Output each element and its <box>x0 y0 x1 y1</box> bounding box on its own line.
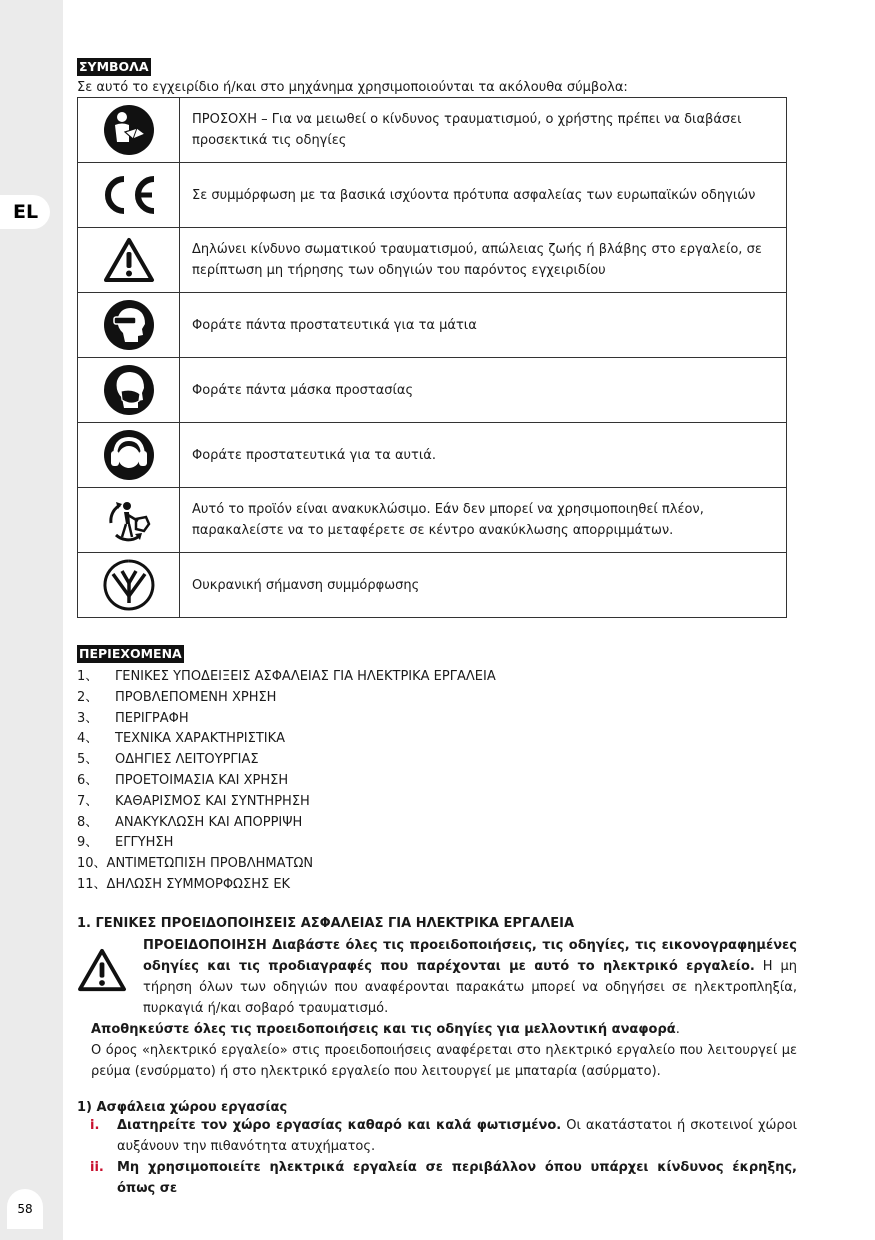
toc-item <box>77 875 797 896</box>
icon-cell <box>78 553 180 618</box>
recycling-icon <box>102 493 156 547</box>
symbol-description: Αυτό το προϊόν είναι ανακυκλώσιμο. Εάν δεν μπορεί να χρησιμοποιηθεί πλέον, παρακαλείστε να το μεταφέρετε σε κέντρο ανακύκλωσης απορριμμάτων. <box>180 488 787 553</box>
toc-number: 1、 <box>77 669 99 684</box>
list-number: ii. <box>90 1159 104 1175</box>
ukrainian-conformity-icon <box>103 559 155 611</box>
table-row <box>78 293 787 358</box>
list-rest: Οι ακατάστατοι ή σκοτεινοί χώροι αυξάνουν την πιθανότητα ατυχήματος. <box>117 1117 797 1154</box>
table-row <box>78 553 787 618</box>
icon-cell <box>78 423 180 488</box>
keep-end: . <box>675 1021 680 1037</box>
list-bold: Διατηρείτε τον χώρο εργασίας καθαρό και καλά φωτισμένο. <box>117 1117 562 1133</box>
section-title: 1. ΓΕΝΙΚΕΣ ΠΡΟΕΙΔΟΠΟΙΗΣΕΙΣ ΑΣΦΑΛΕΙΑΣ ΓΙΑ ΗΛΕΚΤΡΙΚΑ ΕΡΓΑΛΕΙΑ <box>77 915 575 931</box>
symbols-heading: ΣΥΜΒΟΛΑ <box>79 59 149 74</box>
icon-cell <box>78 358 180 423</box>
toc-label: ΠΡΟΕΤΟΙΜΑΣΙΑ ΚΑΙ ΧΡΗΣΗ <box>115 772 289 788</box>
table-row <box>78 488 787 553</box>
toc-label: ΚΑΘΑΡΙΣΜΟΣ ΚΑΙ ΣΥΝΤΗΡΗΣΗ <box>115 793 310 809</box>
table-of-contents <box>77 667 797 896</box>
table-row <box>78 423 787 488</box>
page-number: 58 <box>17 1202 33 1216</box>
toc-number: 4、 <box>77 731 99 747</box>
toc-label: ΕΓΓΥΗΣΗ <box>115 835 174 851</box>
warning-rest: Η μη τήρηση όλων των οδηγιών που αναφέρονται παρακάτω μπορεί να οδηγήσει σε ηλεκτροπληξία, πυρκαγιά ή/και σοβαρό τραυματισμό. <box>143 958 797 1016</box>
warning-block <box>77 935 797 1019</box>
toc-label: ΟΔΗΓΙΕΣ ΛΕΙΤΟΥΡΓΙΑΣ <box>115 752 259 768</box>
term-definition: Ο όρος «ηλεκτρικό εργαλείο» στις προειδοποιήσεις αναφέρεται στο ηλεκτρικό εργαλείο που λειτουργεί με ρεύμα (ενσύρματο) ή στο ηλεκτρικό εργαλείο που λειτουργεί με μπαταρία (ασύρματο). <box>91 1042 797 1079</box>
table-row <box>78 98 787 163</box>
icon-cell <box>78 293 180 358</box>
toc-number: 9、 <box>77 835 99 851</box>
toc-item <box>77 729 797 750</box>
symbol-description: ΠΡΟΣΟΧΗ – Για να μειωθεί ο κίνδυνος τραυματισμού, ο χρήστης πρέπει να διαβάσει προσεκτικά τις οδηγίες <box>180 98 787 163</box>
toc-label: ΑΝΑΚΥΚΛΩΣΗ ΚΑΙ ΑΠΟΡΡΙΨΗ <box>115 814 303 830</box>
keep-bold: Αποθηκεύστε όλες τις προειδοποιήσεις και τις οδηγίες για μελλοντική αναφορά <box>91 1021 676 1037</box>
toc-number: 7、 <box>77 793 99 809</box>
eye-protection-icon <box>103 299 155 351</box>
toc-number: 11、 <box>77 876 107 892</box>
toc-item <box>77 709 797 730</box>
toc-item <box>77 688 797 709</box>
toc-item <box>77 771 797 792</box>
toc-number: 2、 <box>77 689 99 705</box>
toc-item <box>77 854 797 875</box>
list-item <box>90 1157 797 1199</box>
table-row <box>78 228 787 293</box>
toc-item <box>77 792 797 813</box>
toc-number: 6、 <box>77 772 99 788</box>
warning-text <box>143 935 797 1019</box>
toc-number: 8、 <box>77 814 99 830</box>
ear-protection-icon <box>103 429 155 481</box>
symbol-description: Σε συμμόρφωση με τα βασικά ισχύοντα πρότυπα ασφαλείας των ευρωπαϊκών οδηγιών <box>180 163 787 228</box>
warning-triangle-icon <box>77 947 127 993</box>
symbol-description: Ουκρανική σήμανση συμμόρφωσης <box>180 553 787 618</box>
icon-cell <box>78 98 180 163</box>
toc-number: 3、 <box>77 710 99 726</box>
side-strip <box>0 0 63 1240</box>
dust-mask-icon <box>103 364 155 416</box>
keep-instructions <box>91 1019 797 1040</box>
symbols-intro: Σε αυτό το εγχειρίδιο ή/και στο μηχάνημα χρησιμοποιούνται τα ακόλουθα σύμβολα: <box>77 80 628 95</box>
icon-cell <box>78 163 180 228</box>
page-content <box>77 56 797 1199</box>
toc-label: ΠΕΡΙΓΡΑΦΗ <box>115 710 189 726</box>
page-number-tab <box>7 1189 43 1229</box>
table-row <box>78 163 787 228</box>
toc-number: 5、 <box>77 752 99 768</box>
warning-bold: ΠΡΟΕΙΔΟΠΟΙΗΣΗ Διαβάστε όλες τις προειδοποιήσεις, τις οδηγίες, τις εικονογραφημένες οδηγίες και τις προδιαγραφές που παρέχονται με αυτό το ηλεκτρικό εργαλείο. <box>143 937 797 974</box>
language-label: EL <box>13 201 39 223</box>
toc-label: ΤΕΧΝΙΚΑ ΧΑΡΑΚΤΗΡΙΣΤΙΚΑ <box>115 731 286 747</box>
icon-cell <box>78 488 180 553</box>
toc-label: ΠΡΟΒΛΕΠΟΜΕΝΗ ΧΡΗΣΗ <box>115 689 277 705</box>
toc-heading: ΠΕΡΙΕΧΟΜΕΝΑ <box>79 646 182 661</box>
table-row <box>78 358 787 423</box>
toc-item <box>77 813 797 834</box>
subsection-title: 1) Ασφάλεια χώρου εργασίας <box>77 1099 288 1115</box>
warning-triangle-icon <box>103 236 155 284</box>
toc-item <box>77 667 797 688</box>
symbol-description: Φοράτε προστατευτικά για τα αυτιά. <box>180 423 787 488</box>
toc-label: ΓΕΝΙΚΕΣ ΥΠΟΔΕΙΞΕΙΣ ΑΣΦΑΛΕΙΑΣ ΓΙΑ ΗΛΕΚΤΡΙΚΑ ΕΡΓΑΛΕΙΑ <box>115 669 496 684</box>
read-manual-icon <box>103 104 155 156</box>
symbol-description: Φοράτε πάντα μάσκα προστασίας <box>180 358 787 423</box>
symbol-description: Φοράτε πάντα προστατευτικά για τα μάτια <box>180 293 787 358</box>
list-bold: Μη χρησιμοποιείτε ηλεκτρικά εργαλεία σε περιβάλλον όπου υπάρχει κίνδυνος έκρηξης, όπως σε <box>117 1159 797 1196</box>
toc-item <box>77 750 797 771</box>
list-number: i. <box>90 1117 100 1133</box>
symbol-description: Δηλώνει κίνδυνο σωματικού τραυματισμού, απώλειας ζωής ή βλάβης στο εργαλείο, σε περίπτωση μη τήρησης των οδηγιών του παρόντος εγχειριδίου <box>180 228 787 293</box>
icon-cell <box>78 228 180 293</box>
toc-label: ΔΗΛΩΣΗ ΣΥΜΜΟΡΦΩΣΗΣ ΕΚ <box>106 876 291 892</box>
toc-item <box>77 833 797 854</box>
list-item <box>90 1115 797 1157</box>
ce-mark-icon <box>100 173 158 217</box>
symbols-table <box>77 97 787 618</box>
language-tab <box>0 195 50 229</box>
toc-label: ΑΝΤΙΜΕΤΩΠΙΣΗ ΠΡΟΒΛΗΜΑΤΩΝ <box>106 856 314 872</box>
toc-number: 10、 <box>77 856 107 872</box>
